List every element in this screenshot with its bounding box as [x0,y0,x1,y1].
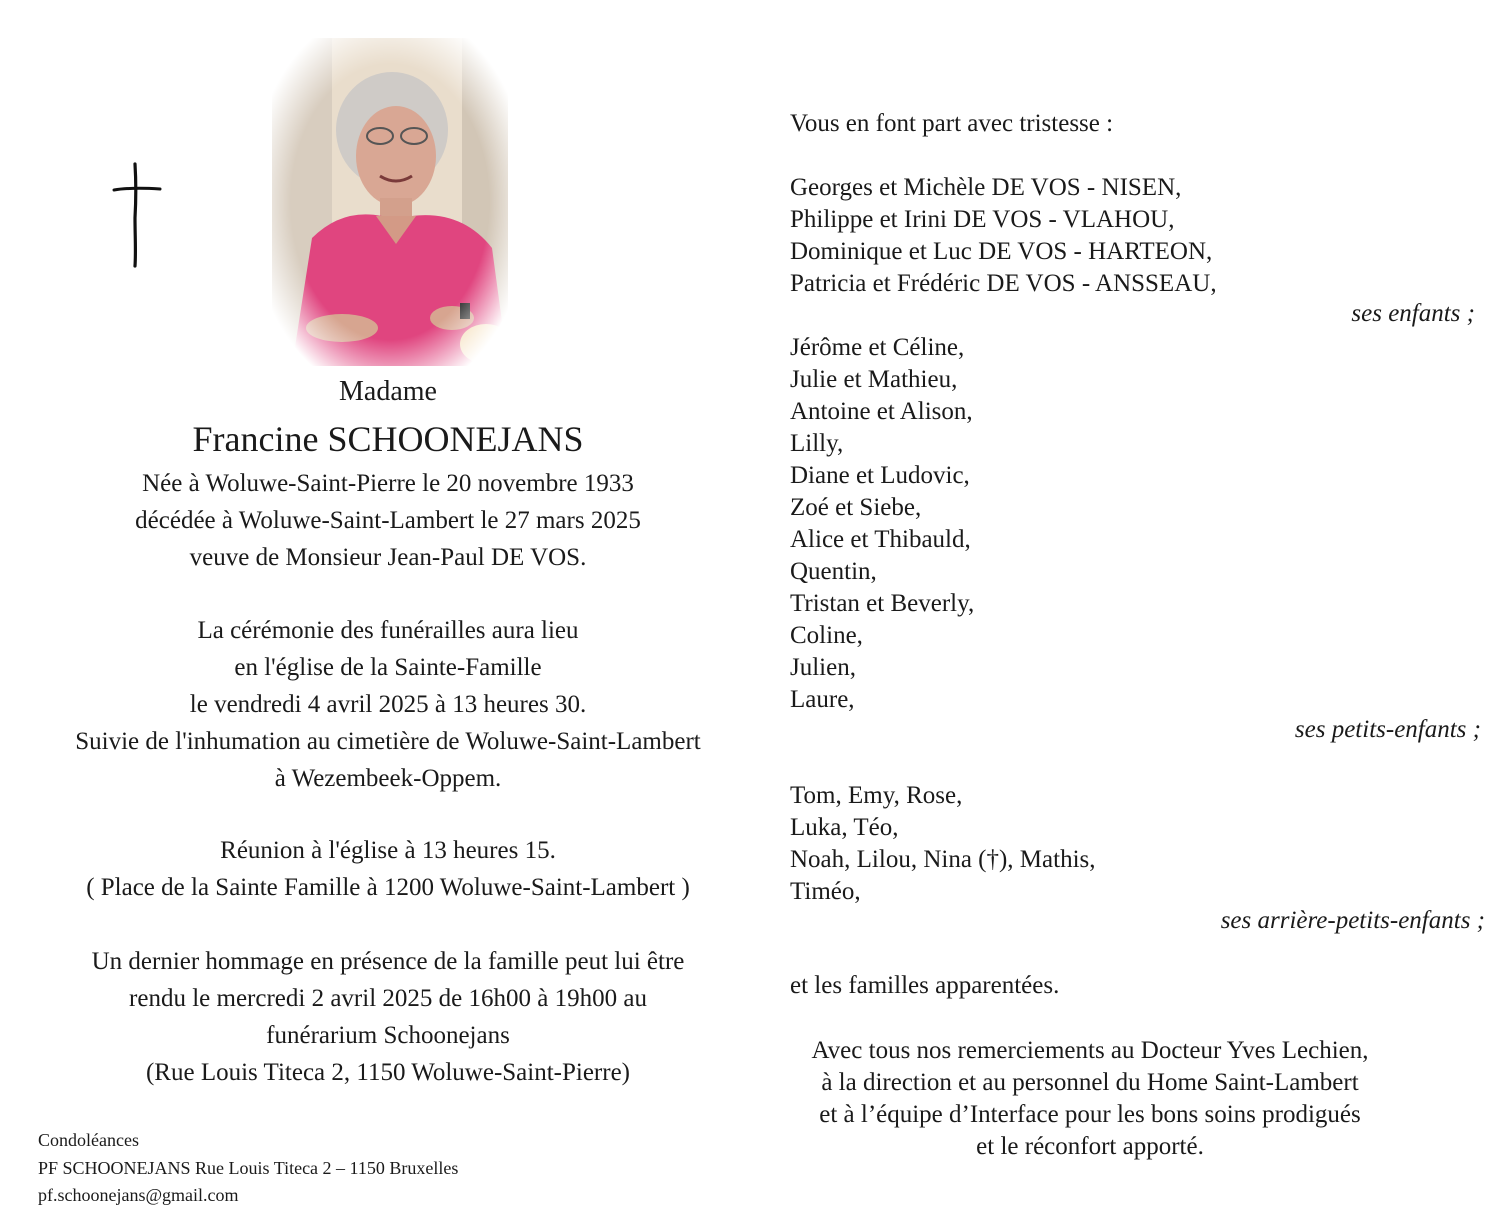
list-item: Diane et Ludovic, [790,462,970,489]
list-item: Dominique et Luc DE VOS - HARTEON, [790,238,1213,265]
thanks-line: et à l’équipe d’Interface pour les bons soins prodigués [819,1101,1361,1128]
birth-line: Née à Woluwe-Saint-Pierre le 20 novembre 1933 [142,470,634,497]
list-item: Julie et Mathieu, [790,366,958,393]
deceased-name: Francine SCHOONEJANS [192,419,584,459]
list-item: Quentin, [790,558,877,585]
list-item: Timéo, [790,878,861,905]
list-item: Luka, Téo, [790,814,899,841]
list-item: Alice et Thibauld, [790,526,971,553]
list-item: Noah, Lilou, Nina (†), Mathis, [790,846,1096,873]
hommage-line: rendu le mercredi 2 avril 2025 de 16h00 à 19h00 au [129,985,647,1012]
hommage-block [28,943,748,1091]
ceremony-line: Suivie de l'inhumation au cimetière de Woluwe-Saint-Lambert [75,728,701,755]
children-role: ses enfants ; [1351,300,1475,327]
thanks-line: Avec tous nos remerciements au Docteur Yves Lechien, [811,1037,1369,1064]
funeral-home-address: PF SCHOONEJANS Rue Louis Titeca 2 – 1150 Bruxelles [38,1157,459,1178]
ceremony-block [28,612,748,797]
related-families: et les familles apparentées. [790,972,1060,999]
list-item: Zoé et Siebe, [790,494,922,521]
great-grandchildren-list [790,780,1096,908]
great-grandchildren-role: ses arrière-petits-enfants ; [1220,907,1485,934]
reunion-block [28,832,748,906]
hommage-line: funérarium Schoonejans [266,1022,510,1049]
grandchildren-list [790,332,974,716]
list-item: Julien, [790,654,856,681]
list-item: Georges et Michèle DE VOS - NISEN, [790,174,1182,201]
thanks-line: et le réconfort apporté. [976,1133,1204,1160]
list-item: Coline, [790,622,863,649]
list-item: Lilly, [790,430,844,457]
ceremony-line: en l'église de la Sainte-Famille [234,654,542,681]
reunion-line: Réunion à l'église à 13 heures 15. [220,837,556,864]
contact-email[interactable]: pf.schoonejans@gmail.com [38,1185,239,1205]
ceremony-line: La cérémonie des funérailles aura lieu [197,617,579,644]
thanks-block [790,1035,1390,1163]
birth-death-block [28,465,748,576]
death-line: décédée à Woluwe-Saint-Lambert le 27 mars 2025 [135,507,641,534]
hommage-line: Un dernier hommage en présence de la famille peut lui être [91,948,685,975]
portrait-photo [272,38,508,366]
list-item: Tom, Emy, Rose, [790,782,963,809]
ceremony-line: le vendredi 4 avril 2025 à 13 heures 30. [189,691,587,718]
announcement-intro: Vous en font part avec tristesse : [790,110,1114,137]
list-item: Tristan et Beverly, [790,590,975,617]
ceremony-line: à Wezembeek-Oppem. [274,765,502,792]
thanks-line: à la direction et au personnel du Home Saint-Lambert [821,1069,1359,1096]
condolences-label: Condoléances [38,1130,139,1150]
grandchildren-role: ses petits-enfants ; [1294,716,1481,743]
widow-line: veuve de Monsieur Jean-Paul DE VOS. [189,544,587,571]
list-item: Patricia et Frédéric DE VOS - ANSSEAU, [790,270,1217,297]
condolences-block [38,1127,458,1210]
list-item: Antoine et Alison, [790,398,973,425]
children-list [790,172,1217,300]
reunion-address: ( Place de la Sainte Famille à 1200 Woluwe-Saint-Lambert ) [86,874,690,901]
list-item: Laure, [790,686,855,713]
hommage-address: (Rue Louis Titeca 2, 1150 Woluwe-Saint-Pierre) [145,1059,631,1086]
title-madame: Madame [339,376,437,407]
cross-icon [108,160,164,270]
list-item: Philippe et Irini DE VOS - VLAHOU, [790,206,1175,233]
list-item: Jérôme et Céline, [790,334,965,361]
